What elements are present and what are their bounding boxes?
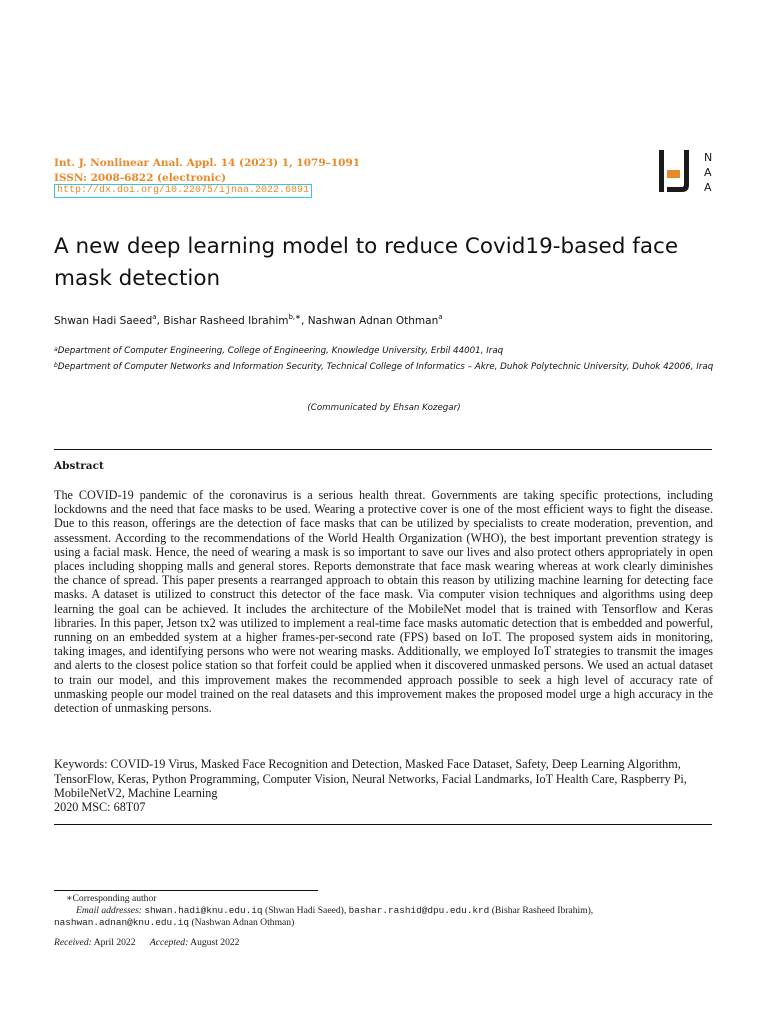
top-divider [54,449,712,450]
communicated-by: (Communicated by Ehsan Kozegar) [307,403,461,413]
affiliation-a [54,345,714,358]
email-list-cont [54,917,714,929]
email-owner: (Nashwan Adnan Othman) [191,917,295,928]
email-list [76,905,716,917]
author-name: Bishar Rasheed Ibrahim [163,315,289,327]
abstract-heading: Abstract [54,460,104,472]
doi-link[interactable]: http://dx.doi.org/10.22075/ijnaa.2022.6891 [54,184,312,198]
footnote-divider [54,890,318,891]
logo-letter-a2: A [704,181,712,193]
journal-citation: Int. J. Nonlinear Anal. Appl. 14 (2023) 1, 1079–1091 [54,157,361,169]
author-sup: a [152,313,157,321]
paper-title: A new deep learning model to reduce Covid19-based face mask detection [54,234,679,291]
keywords: Keywords: COVID-19 Virus, Masked Face Recognition and Detection, Masked Face Dataset, Safety, Deep Learning Algorithm, TensorFlow, Keras, Python Programming, Computer Vision, Neural Networks, Facial Landmarks, IoT Health Care, Raspberry Pi, MobileNetV2, Machine Learning [54,757,687,801]
logo-letter-n: N [704,151,713,164]
email-link[interactable]: shwan.hadi@knu.edu.iq [144,905,263,916]
author-name: Shwan Hadi Saeed [54,315,153,327]
accepted-label: Accepted: [149,937,189,948]
journal-header [54,156,360,185]
corresponding-note: ∗Corresponding author [66,893,157,904]
author-list [54,315,443,327]
email-link[interactable]: bashar.rashid@dpu.edu.krd [348,905,490,916]
author-name: Nashwan Adnan Othman [307,315,439,327]
accepted-date: August 2022 [190,937,240,948]
author-sup: b,∗ [288,313,302,321]
email-link[interactable]: nashwan.adnan@knu.edu.iq [54,917,190,928]
author-sep: , [156,315,164,327]
msc-code: 2020 MSC: 68T07 [54,800,146,814]
affiliation-text: Department of Computer Engineering, College of Engineering, Knowledge University, Erbil 44001, Iraq [57,346,504,356]
ijnaa-logo [656,149,714,193]
affiliation-b [54,361,714,374]
email-label: Email addresses: [76,905,142,916]
received-date: April 2022 [93,937,136,948]
email-owner: (Shwan Hadi Saeed), [264,905,347,916]
author-sup: a [438,313,443,321]
dates-line [54,937,714,949]
affiliation-sup: b [54,362,58,369]
journal-issn: ISSN: 2008-6822 (electronic) [54,171,227,184]
abstract-body: The COVID-19 pandemic of the coronavirus is a serious health threat. Governments are taking specific protections, including lockdowns and the need that face masks to be used. Wearing a protective cover is one of the most efficient ways to fight the disease. Due to this reason, offerings are the detection of face masks that can be utilized by specialists to create moderation, prevention, and assessment. According to the recommendations of the World Health Organization (WHO), the best important prevention strategy is using a facial mask. Hence, the need of wearing a mask is so important to save our lives and also protect others appropriately in open places including shopping malls and general stores. Reports demonstrate that face mask wearing whereas at work clearly diminishes the chance of spread. This paper presents a rearranged approach to obtain this reason by utilizing machine learning for detecting face masks. A dataset is utilized to construct this detector of the face mask. Via computer vision techniques and algorithms using deep learning the goal can be achieved. It includes the architecture of the MobileNet model that is trained with Tensorflow and Keras libraries. In this paper, Jetson tx2 was utilized to implement a real-time face masks automatic detection that is embedded and powerful, running on an embedded system at a higher frames-per-second rate (FPS) based on IoT. The proposed system aids in monitoring, taking images, and identifying persons who were not wearing masks. Additionally, we employed IoT strategies to transmit the images and alerts to the closest police station so that forfeit could be applied when it discovered unmasked persons. We used an actual dataset to train our model, and this improvement makes the recommended approach possible to seek a high level of accuracy rate of unmasking people our model trained on the real datasets and this improvement makes the proposed model urge a high accuracy in the detection of unmasking persons. [54,488,713,716]
received-label: Received: [54,937,92,948]
bottom-divider [54,824,712,825]
author-sep: , [301,315,308,327]
logo-letter-a1: A [704,166,712,179]
affiliation-text: Department of Computer Networks and Information Security, Technical College of Informatics – Akre, Duhok Polytechnic University, Duhok 42006, Iraq [57,362,714,372]
email-owner: (Bishar Rasheed Ibrahim), [491,905,594,916]
ijnaa-logo-mark [656,149,714,193]
affiliation-sup: a [54,346,58,353]
